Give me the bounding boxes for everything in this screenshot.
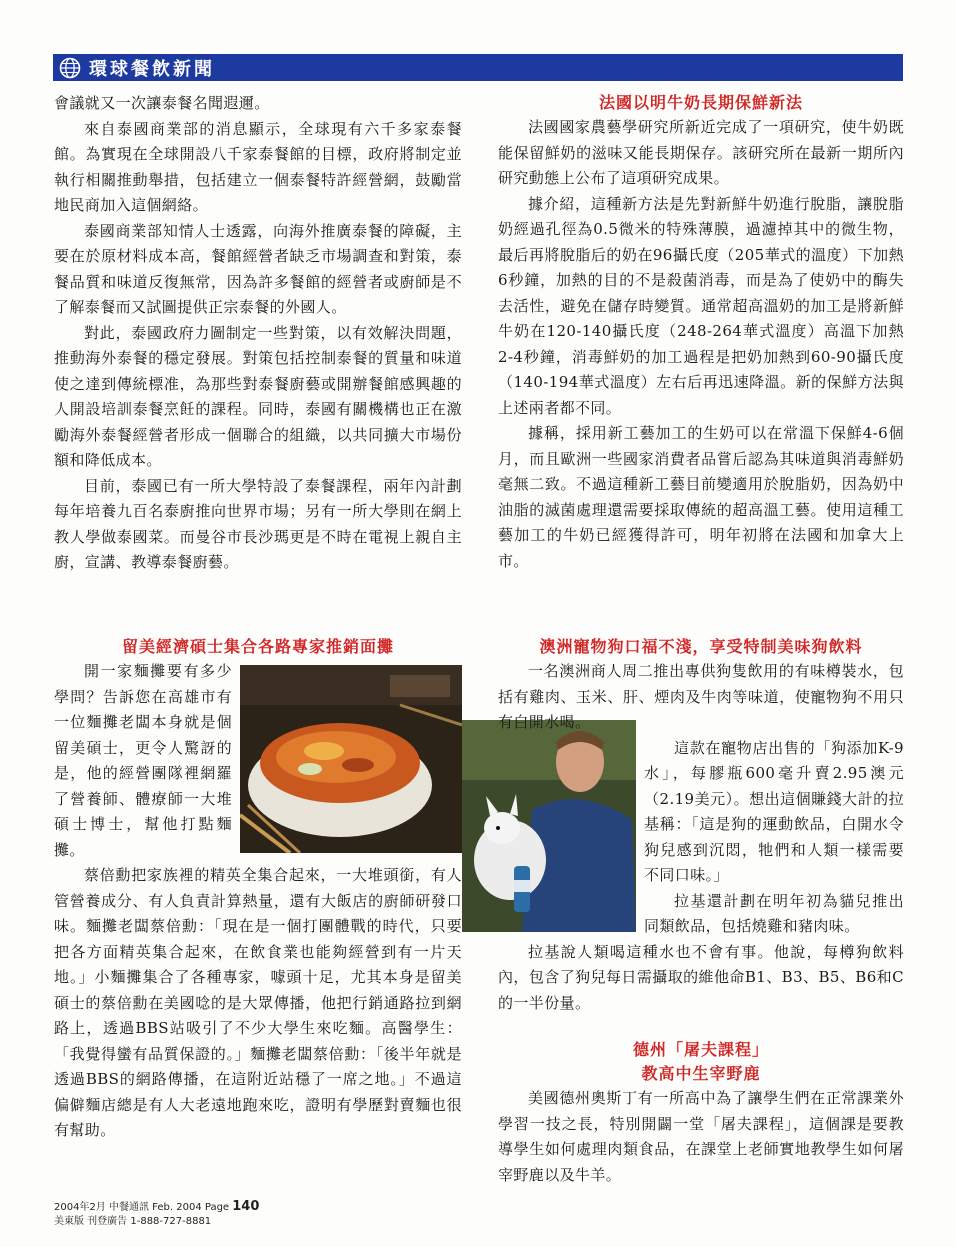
dog-paragraph-3a: 拉基還計劃在明年初為貓兒推出同類飲品，包括燒雞和豬肉味。 [644,891,904,935]
footer-line-2: 美東版 刊登廣告 1-888-727-8881 [54,1216,212,1227]
texas-article [498,1038,904,1188]
thai-paragraph-1: 會議就又一次讓泰餐名聞遐邇。 [54,94,270,112]
dog-headline: 澳洲寵物狗口福不淺，享受特制美味狗飲料 [539,637,863,656]
dog-paragraph-2: 這款在寵物店出售的「狗添加K-9水」，每膠瓶600毫升賣2.95澳元（2.19美元）。想出這個賺錢大計的拉基稱：「這是狗的運動飲品，白開水令狗兒感到沉悶，牠們和人類一樣需要不同口味。」 [644,738,904,884]
page-footer [54,1200,259,1229]
milk-paragraph-3: 據稱，採用新工藝加工的生奶可以在常溫下保鮮4-6個月，而且歐洲一些國家消費者品嘗后認為其味道與消毒鮮奶毫無二致。不過這種新工藝目前變適用於脫脂奶，因為奶中油脂的滅菌處理還需要採取傳統的超高溫工藝。使用這種工藝加工的牛奶已經獲得許可，明年初將在法國和加拿大上市。 [498,424,904,570]
noodle-headline: 留美經濟碩士集合各路專家推銷面攤 [121,637,394,656]
dog-article [498,635,904,1188]
thai-paragraph-3: 泰國商業部知情人士透露，向海外推廣泰餐的障礙，主要在於原材料成本高，餐館經營者缺乏市場調查和對策，泰餐品質和味道反復無常，因為許多餐館的經營者或廚師是不了解泰餐而又試圖提供正宗泰餐的外國人。 [54,221,462,316]
noodle-bowl-illustration [240,665,462,853]
banner-title: 環球餐飲新聞 [89,58,215,80]
milk-article [498,91,904,574]
milk-paragraph-1: 法國國家農藝學研究所新近完成了一項研究，使牛奶既能保留鮮奶的滋味又能長期保存。該研究所在最新一期所內研究動態上公布了這項研究成果。 [498,118,904,187]
thai-paragraph-2: 來自泰國商業部的消息顯示，全球現有六千多家泰餐館。為實現在全球開設八千家泰餐館的目標，政府將制定並執行相關推動舉措，包括建立一個泰餐特許經營網，鼓勵當地民商加入這個網絡。 [54,119,462,214]
page-number: 140 [232,1199,260,1214]
texas-paragraph: 美國德州奧斯丁有一所高中為了讓學生們在正常課業外學習一技之長，特別開闢一堂「屠夫課程」，這個課是要教導學生如何處理肉類食品，在課堂上老師實地教學生如何屠宰野鹿以及牛羊。 [498,1089,904,1184]
texas-headline-line2: 教高中生宰野鹿 [641,1064,761,1083]
milk-headline: 法國以明牛奶長期保鮮新法 [598,93,803,112]
texas-headline-line1: 德州「屠夫課程」 [632,1040,769,1059]
noodle-photo [240,665,462,853]
noodle-paragraph-2: 蔡倍勳把家族裡的精英全集合起來，一大堆頭銜，有人管營養成分、有人負責計算熱量，還有大飯店的廚師研發口味。麵攤老闆蔡倍勳：「現在是一個打團體戰的時代，只要把各方面精英集合起來，在飲食業也能夠經營到有一片天地。」小麵攤集合了各種專家，噱頭十足，尤其本身是留美碩士的蔡倍勳在美國唸的是大眾傳播，他把行銷通路拉到網路上，透過BBS站吸引了不少大學生來吃麵。高醫學生：「我覺得蠻有品質保證的。」麵攤老闆蔡倍勳：「後半年就是透過BBS的網路傳播，在這附近站穩了一席之地。」不過這偏僻麵店總是有人大老遠地跑來吃，證明有學歷對賣麵也很有幫助。 [54,866,462,1139]
section-banner [53,54,903,81]
dog-paragraph-3b: 拉基說人類喝這種水也不會有事。他說，每樽狗飲料內，包含了狗兒每日需攝取的維他命B1、B3、B5、B6和C的一半份量。 [498,942,904,1012]
footer-line-1 [54,1200,259,1215]
footer-issue: 2004年2月 中餐通訊 Feb. 2004 Page [54,1202,230,1213]
globe-icon [59,57,81,79]
noodle-paragraph-1: 開一家麵攤要有多少學問？告訴您在高雄市有一位麵攤老闆本身就是個留美碩士，更令人驚訝的是，他的經營團隊裡網羅了營養師、體療師一大堆碩士博士，幫他打點麵攤。 [54,662,232,859]
thai-paragraph-5: 目前，泰國已有一所大學特設了泰餐課程，兩年內計劃每年培養九百名泰廚推向世界市場；另有一所大學則在網上教人學做泰國菜。而曼谷市長沙瑪更是不時在電視上親自主廚，宣講、教導泰餐廚藝。 [54,476,462,571]
dog-paragraph-1: 一名澳洲商人周二推出專供狗隻飲用的有味樽裝水，包括有雞肉、玉米、肝、煙肉及牛肉等味道，使寵物狗不用只有白開水喝。 [498,662,904,731]
noodle-article [54,635,462,1144]
thai-paragraph-4: 對此，泰國政府力圖制定一些對策，以有效解決問題，推動海外泰餐的穩定發展。對策包括控制泰餐的質量和味道使之達到傳統標准，為那些對泰餐廚藝或開辦餐館感興趣的人開設培訓泰餐烹飪的課程。同時，泰國有關機構也正在激勵海外泰餐經營者形成一個聯合的組織，以共同擴大市場份額和降低成本。 [54,323,462,469]
milk-paragraph-2: 據介紹，這種新方法是先對新鮮牛奶進行脫脂，讓脫脂奶經過孔徑為0.5微米的特殊薄膜，過濾掉其中的微生物，最后再將脫脂后的奶在96攝氏度（205華式的溫度）下加熱6秒鐘，加熱的目的不是殺菌消毒，而是為了使奶中的酶失去活性，避免在儲存時變質。通常超高溫奶的加工是將新鮮牛奶在120-140攝氏度（248-264華式溫度）高溫下加熱2-4秒鐘，消毒鮮奶的加工過程是把奶加熱到60-90攝氏度（140-194華式溫度）左右后再迅速降溫。新的保鮮方法與上述兩者都不同。 [498,194,904,417]
thai-article [54,91,462,576]
